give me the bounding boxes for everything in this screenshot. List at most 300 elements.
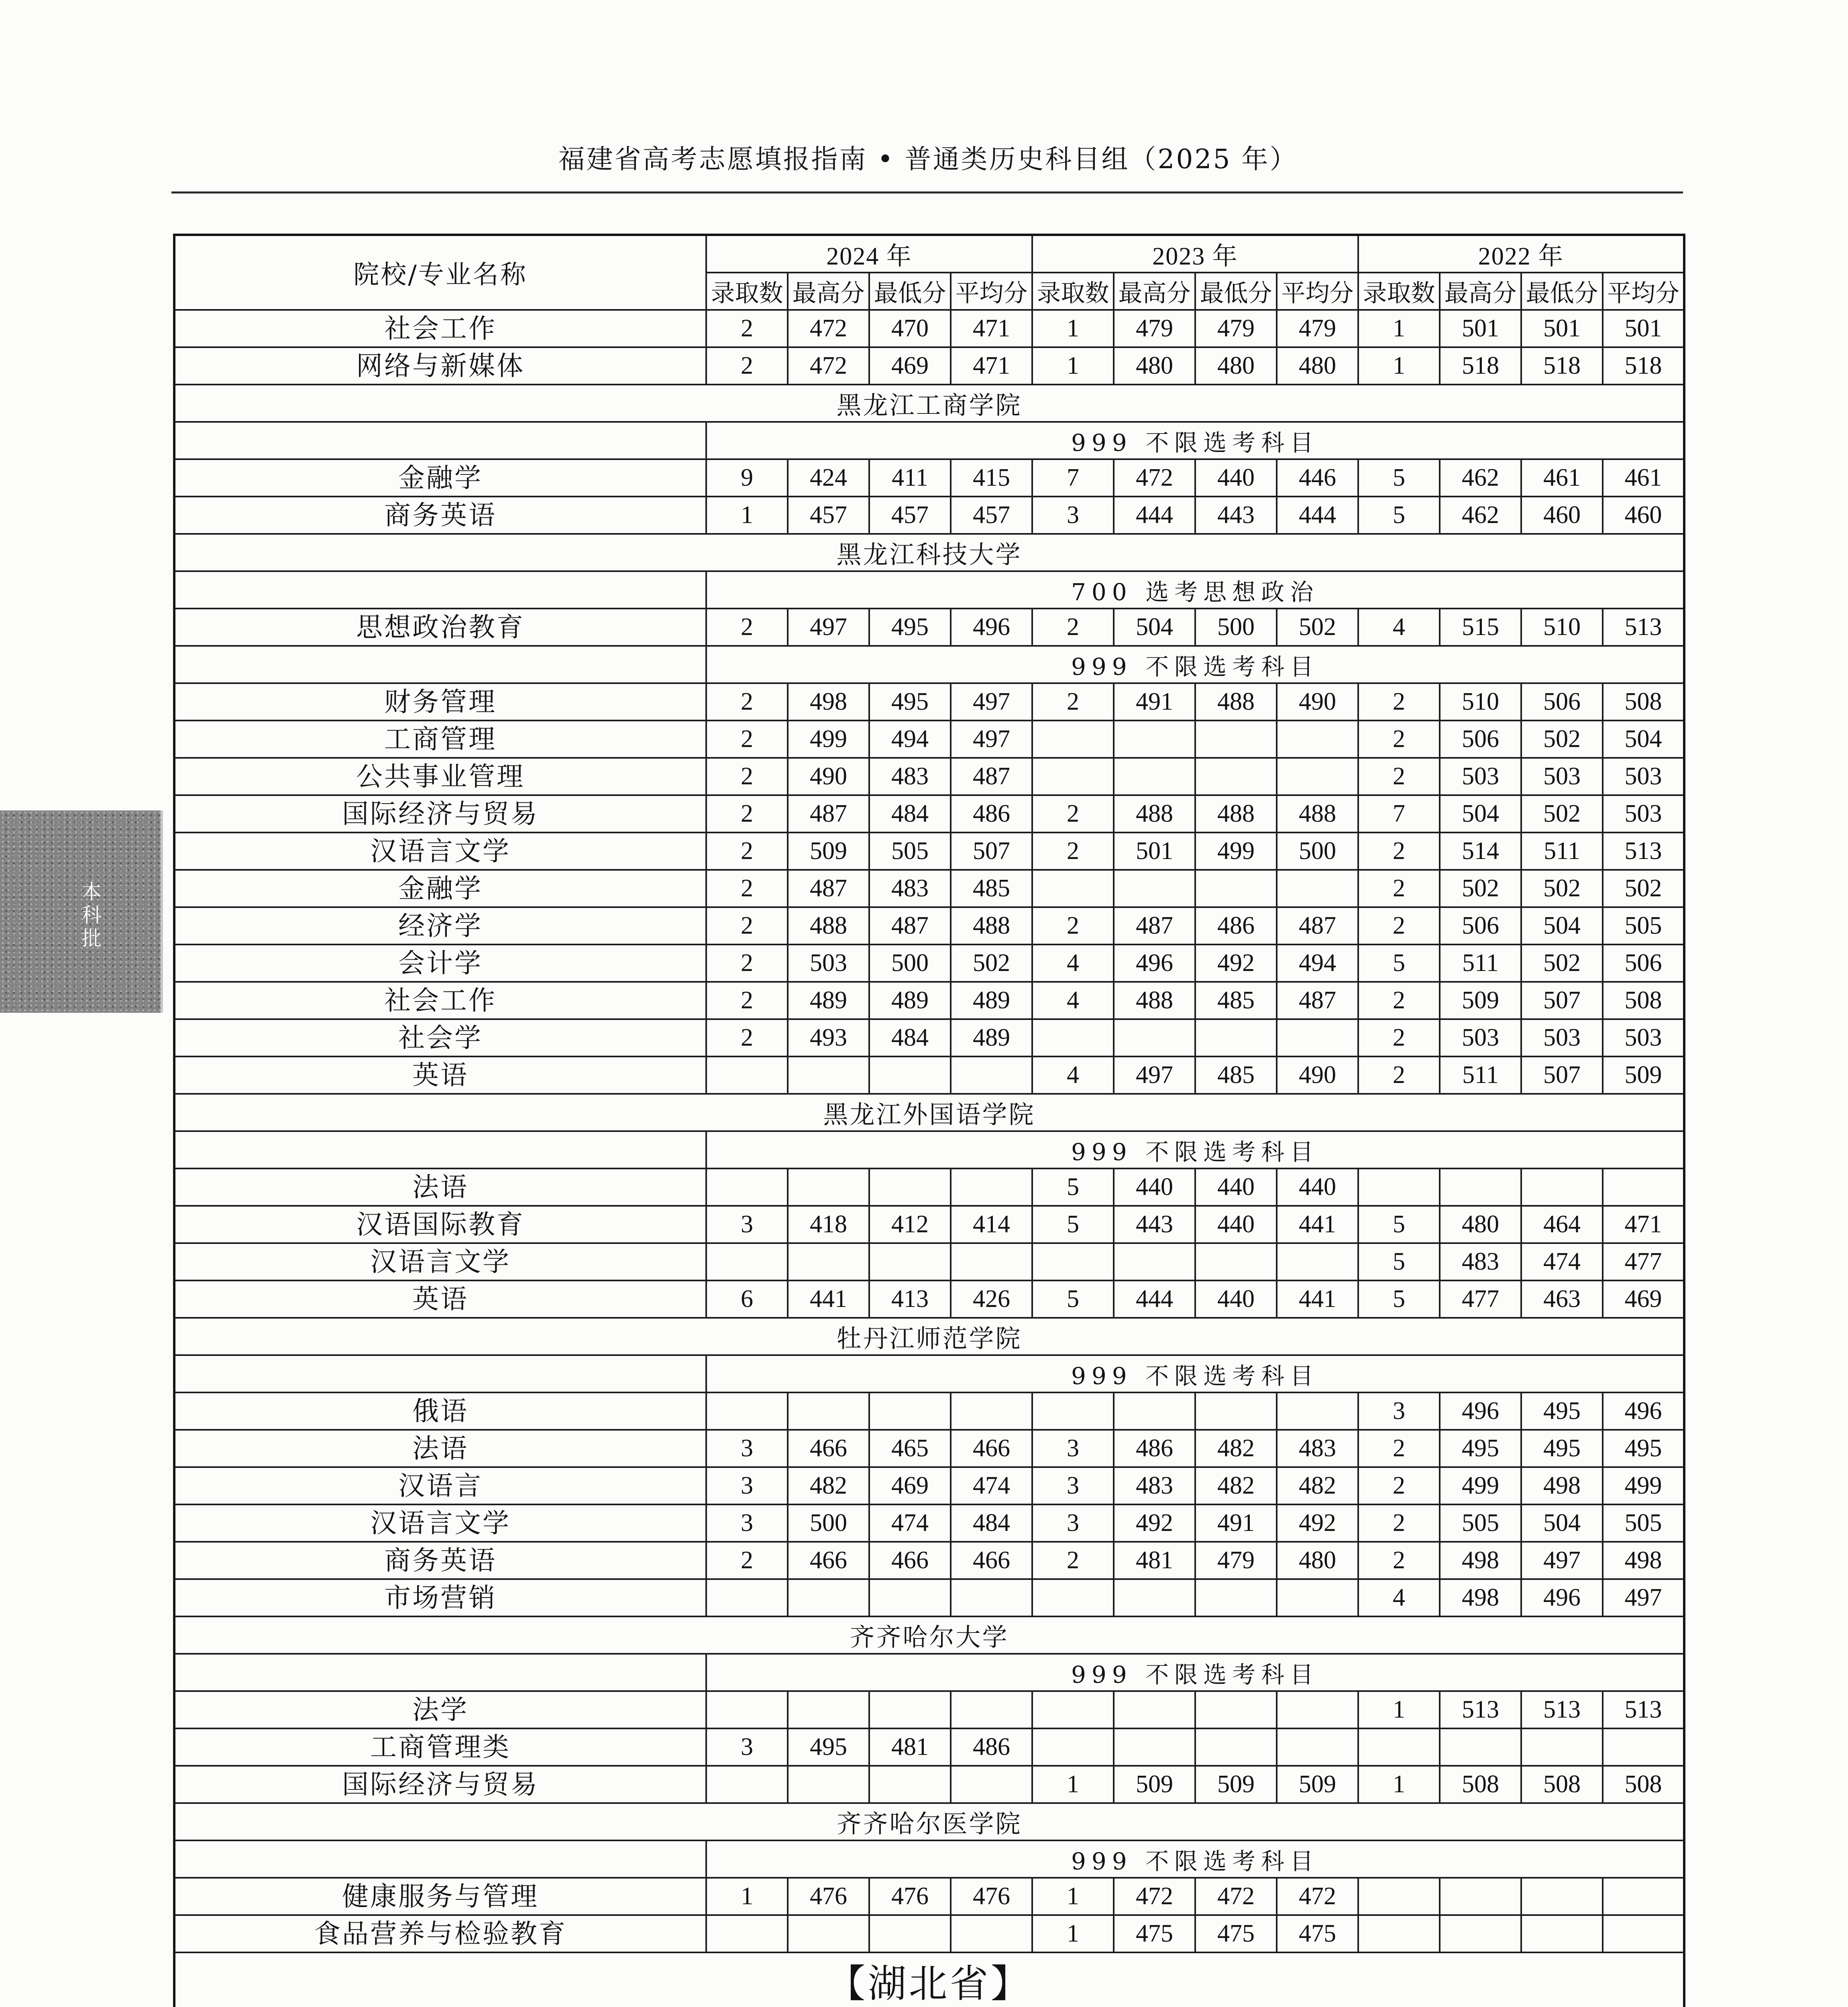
avg-score-cell [951, 1915, 1032, 1952]
min-score-cell: 507 [1521, 982, 1603, 1019]
min-score-cell: 486 [1195, 907, 1277, 944]
min-score-cell: 484 [869, 795, 951, 833]
min-score-cell: 502 [1521, 795, 1603, 833]
max-score-cell: 506 [1440, 907, 1521, 944]
min-score-cell [869, 1392, 951, 1430]
min-score-cell [1195, 758, 1277, 795]
min-score-cell [1521, 1728, 1603, 1766]
empty-name-cell [174, 571, 706, 609]
max-score-cell: 518 [1440, 347, 1521, 385]
min-score-cell: 480 [1195, 347, 1277, 385]
min-score-cell: 501 [1521, 310, 1603, 347]
min-score-cell: 502 [1521, 721, 1603, 758]
enroll-count-cell: 2 [1358, 982, 1440, 1019]
max-score-cell [788, 1056, 869, 1094]
table-row [174, 310, 1684, 347]
avg-score-cell [1277, 758, 1358, 795]
enroll-count-cell: 5 [1358, 1243, 1440, 1280]
enroll-count-cell [1032, 758, 1114, 795]
avg-score-cell: 494 [1277, 944, 1358, 982]
enroll-count-cell [1358, 1878, 1440, 1915]
avg-score-cell: 466 [951, 1542, 1032, 1579]
min-score-cell: 479 [1195, 1542, 1277, 1579]
max-score-cell: 444 [1114, 1280, 1195, 1318]
min-score-cell: 511 [1521, 833, 1603, 870]
side-tab-label: 本科批 [78, 881, 102, 951]
major-name: 金融学 [174, 459, 706, 497]
min-score-cell: 470 [869, 310, 951, 347]
enroll-count-cell: 2 [1358, 870, 1440, 907]
min-score-cell: 507 [1521, 1056, 1603, 1094]
table-row [174, 1280, 1684, 1318]
avg-score-cell [951, 1168, 1032, 1206]
school-name: 黑龙江外国语学院 [174, 1094, 1684, 1131]
avg-score-cell: 495 [1603, 1430, 1684, 1467]
major-name: 汉语言文学 [174, 1504, 706, 1542]
school-name: 齐齐哈尔医学院 [174, 1803, 1684, 1840]
school-major-name-header: 院校/专业名称 [174, 235, 706, 310]
enroll-count-cell: 3 [1032, 497, 1114, 534]
min-score-cell: 461 [1521, 459, 1603, 497]
major-name: 商务英语 [174, 497, 706, 534]
min-score-cell: 476 [869, 1878, 951, 1915]
school-row [174, 1094, 1684, 1131]
min-score-cell [1195, 721, 1277, 758]
major-name: 市场营销 [174, 1579, 706, 1616]
min-score-cell: 483 [869, 870, 951, 907]
subject-requirement: 999 不限选考科目 [706, 1840, 1684, 1878]
enroll-count-cell: 2 [1032, 1542, 1114, 1579]
min-score-cell: 495 [869, 609, 951, 646]
avg-score-cell [1277, 721, 1358, 758]
max-score-cell: 498 [1440, 1579, 1521, 1616]
enroll-count-cell: 2 [706, 907, 788, 944]
max-score-cell: 466 [788, 1542, 869, 1579]
min-score-cell [869, 1243, 951, 1280]
avg-score-cell: 466 [951, 1430, 1032, 1467]
enroll-count-cell: 2 [1032, 795, 1114, 833]
max-score-cell [1114, 1392, 1195, 1430]
max-score-cell: 514 [1440, 833, 1521, 870]
max-score-cell [1114, 721, 1195, 758]
avg-score-cell: 498 [1603, 1542, 1684, 1579]
min-score-cell: 491 [1195, 1504, 1277, 1542]
min-score-cell: 411 [869, 459, 951, 497]
enroll-count-cell: 2 [1032, 683, 1114, 721]
enroll-count-cell: 2 [706, 944, 788, 982]
min-score-cell: 503 [1521, 758, 1603, 795]
max-score-cell: 472 [1114, 459, 1195, 497]
min-score-cell [869, 1915, 951, 1952]
enroll-count-cell [1032, 1019, 1114, 1056]
max-score-cell: 509 [1114, 1766, 1195, 1803]
year-header-first: 2024 年 [706, 235, 1032, 273]
max-score-cell: 503 [1440, 758, 1521, 795]
avg-score-cell: 485 [951, 870, 1032, 907]
min-score-cell: 412 [869, 1206, 951, 1243]
major-name: 社会工作 [174, 310, 706, 347]
avg-score-cell: 490 [1277, 1056, 1358, 1094]
table-row [174, 721, 1684, 758]
province-row [174, 1952, 1684, 2007]
enroll-count-cell: 4 [1032, 1056, 1114, 1094]
avg-score-cell: 471 [951, 310, 1032, 347]
min-score-cell: 482 [1195, 1430, 1277, 1467]
enroll-count-cell: 2 [1032, 907, 1114, 944]
max-score-cell: 513 [1440, 1691, 1521, 1728]
table-header [174, 235, 1684, 310]
min-score-cell: 474 [1521, 1243, 1603, 1280]
avg-score-cell: 508 [1603, 1766, 1684, 1803]
max-score-cell [1440, 1168, 1521, 1206]
max-score-cell [788, 1168, 869, 1206]
max-score-cell [788, 1579, 869, 1616]
min-score-cell: 505 [869, 833, 951, 870]
major-name: 思想政治教育 [174, 609, 706, 646]
enroll-count-cell: 3 [1032, 1504, 1114, 1542]
max-score-cell: 510 [1440, 683, 1521, 721]
min-score-cell: 466 [869, 1542, 951, 1579]
avg-score-cell [1277, 1728, 1358, 1766]
subject-requirement-row [174, 646, 1684, 683]
avg-score-cell: 469 [1603, 1280, 1684, 1318]
min-score-cell [1195, 1691, 1277, 1728]
min-score-cell: 495 [869, 683, 951, 721]
avg-score-cell: 496 [1603, 1392, 1684, 1430]
enroll-count-cell: 1 [706, 497, 788, 534]
max-score-cell: 496 [1114, 944, 1195, 982]
max-score-cell: 440 [1114, 1168, 1195, 1206]
subject-requirement: 999 不限选考科目 [706, 1355, 1684, 1392]
enroll-count-cell: 1 [1032, 347, 1114, 385]
enroll-count-cell: 2 [706, 870, 788, 907]
max-score-cell: 466 [788, 1430, 869, 1467]
empty-name-cell [174, 1355, 706, 1392]
min-score-cell [1521, 1168, 1603, 1206]
max-score-cell: 508 [1440, 1766, 1521, 1803]
enroll-count-cell: 5 [1358, 1206, 1440, 1243]
min-score-cell: 494 [869, 721, 951, 758]
min-score-header: 最低分 [869, 273, 951, 310]
avg-score-cell [1277, 1243, 1358, 1280]
avg-score-cell: 479 [1277, 310, 1358, 347]
max-score-cell [1440, 1915, 1521, 1952]
max-score-cell [1114, 1019, 1195, 1056]
enroll-count-cell: 1 [1032, 1766, 1114, 1803]
enroll-count-cell: 3 [1032, 1430, 1114, 1467]
enroll-count-cell: 1 [1032, 1915, 1114, 1952]
max-score-cell: 497 [1114, 1056, 1195, 1094]
avg-score-cell [1277, 870, 1358, 907]
min-score-cell [1195, 1392, 1277, 1430]
min-score-cell: 518 [1521, 347, 1603, 385]
max-score-cell: 497 [788, 609, 869, 646]
avg-score-cell: 475 [1277, 1915, 1358, 1952]
avg-score-cell: 488 [951, 907, 1032, 944]
max-score-cell: 509 [1440, 982, 1521, 1019]
enroll-count-cell [1358, 1728, 1440, 1766]
enroll-count-cell: 3 [706, 1430, 788, 1467]
avg-score-cell: 508 [1603, 982, 1684, 1019]
min-score-cell: 469 [869, 1467, 951, 1504]
avg-score-cell: 484 [951, 1504, 1032, 1542]
enroll-count-cell: 1 [1358, 1691, 1440, 1728]
min-score-cell: 474 [869, 1504, 951, 1542]
min-score-cell: 479 [1195, 310, 1277, 347]
enroll-count-cell: 5 [1032, 1168, 1114, 1206]
max-score-cell [788, 1392, 869, 1430]
major-name: 工商管理类 [174, 1728, 706, 1766]
major-name: 财务管理 [174, 683, 706, 721]
enroll-count-cell: 2 [706, 347, 788, 385]
max-score-cell: 501 [1440, 310, 1521, 347]
avg-score-cell: 518 [1603, 347, 1684, 385]
max-score-cell: 515 [1440, 609, 1521, 646]
min-score-cell: 495 [1521, 1430, 1603, 1467]
table-row [174, 1691, 1684, 1728]
min-score-cell [1521, 1915, 1603, 1952]
min-score-cell: 499 [1195, 833, 1277, 870]
enroll-count-cell: 1 [1032, 310, 1114, 347]
avg-score-cell [1603, 1168, 1684, 1206]
min-score-cell: 443 [1195, 497, 1277, 534]
major-name: 汉语言文学 [174, 1243, 706, 1280]
min-score-header: 最低分 [1195, 273, 1277, 310]
admission-score-table [173, 234, 1685, 2007]
min-score-cell [869, 1766, 951, 1803]
province-name: 【湖北省】 [174, 1952, 1684, 2007]
major-name: 英语 [174, 1280, 706, 1318]
enroll-count-cell: 5 [1358, 497, 1440, 534]
min-score-cell: 463 [1521, 1280, 1603, 1318]
enroll-count-cell: 2 [1032, 833, 1114, 870]
avg-score-cell [1603, 1878, 1684, 1915]
enroll-count-cell: 2 [1358, 1467, 1440, 1504]
table-row [174, 459, 1684, 497]
min-score-cell: 492 [1195, 944, 1277, 982]
max-score-cell: 480 [1114, 347, 1195, 385]
max-score-cell: 491 [1114, 683, 1195, 721]
enroll-count-cell: 2 [1358, 1019, 1440, 1056]
enroll-count-cell: 5 [1032, 1280, 1114, 1318]
max-score-cell: 482 [788, 1467, 869, 1504]
max-score-cell: 511 [1440, 1056, 1521, 1094]
min-score-cell: 504 [1521, 1504, 1603, 1542]
enroll-count-cell [706, 1243, 788, 1280]
avg-score-cell: 444 [1277, 497, 1358, 534]
enroll-count-cell: 4 [1358, 1579, 1440, 1616]
max-score-cell: 504 [1440, 795, 1521, 833]
max-score-cell: 511 [1440, 944, 1521, 982]
min-score-cell: 460 [1521, 497, 1603, 534]
enroll-count-cell [706, 1691, 788, 1728]
enroll-count-cell: 2 [1358, 683, 1440, 721]
subject-requirement-row [174, 422, 1684, 459]
min-score-cell [1521, 1878, 1603, 1915]
enroll-count-cell: 1 [1032, 1878, 1114, 1915]
subject-requirement-row [174, 1654, 1684, 1691]
min-score-cell: 440 [1195, 1280, 1277, 1318]
max-score-cell: 486 [1114, 1430, 1195, 1467]
max-score-cell: 502 [1440, 870, 1521, 907]
major-name: 法语 [174, 1430, 706, 1467]
avg-score-cell: 506 [1603, 944, 1684, 982]
enroll-count-cell: 2 [1358, 721, 1440, 758]
avg-score-cell: 441 [1277, 1280, 1358, 1318]
table-row [174, 1579, 1684, 1616]
avg-score-cell: 489 [951, 1019, 1032, 1056]
min-score-cell: 510 [1521, 609, 1603, 646]
enroll-count-cell: 2 [706, 609, 788, 646]
min-score-cell: 504 [1521, 907, 1603, 944]
avg-score-cell [951, 1691, 1032, 1728]
enroll-count-cell: 2 [1358, 1056, 1440, 1094]
major-name: 国际经济与贸易 [174, 1766, 706, 1803]
avg-score-cell [951, 1243, 1032, 1280]
subject-requirement-row [174, 1355, 1684, 1392]
subject-requirement: 999 不限选考科目 [706, 646, 1684, 683]
avg-score-cell: 497 [951, 721, 1032, 758]
enroll-count-cell: 6 [706, 1280, 788, 1318]
avg-score-cell: 497 [951, 683, 1032, 721]
enroll-count-cell [706, 1766, 788, 1803]
max-score-cell: 503 [1440, 1019, 1521, 1056]
enroll-count-cell: 2 [706, 721, 788, 758]
enroll-count-cell: 2 [1358, 1430, 1440, 1467]
table-row [174, 870, 1684, 907]
table-row [174, 982, 1684, 1019]
max-score-cell: 441 [788, 1280, 869, 1318]
school-row [174, 1318, 1684, 1355]
max-score-cell: 481 [1114, 1542, 1195, 1579]
table-row [174, 1915, 1684, 1952]
major-name: 健康服务与管理 [174, 1878, 706, 1915]
max-score-cell [1440, 1878, 1521, 1915]
enroll-count-cell: 2 [1358, 1542, 1440, 1579]
avg-score-cell [951, 1766, 1032, 1803]
max-score-cell: 487 [788, 870, 869, 907]
table-body [174, 310, 1684, 2007]
enroll-count-cell: 4 [1358, 609, 1440, 646]
min-score-cell [869, 1056, 951, 1094]
enroll-count-cell: 1 [1358, 347, 1440, 385]
min-score-cell: 496 [1521, 1579, 1603, 1616]
avg-score-cell: 502 [1603, 870, 1684, 907]
avg-score-cell: 483 [1277, 1430, 1358, 1467]
enroll-count-cell [1358, 1168, 1440, 1206]
avg-score-cell: 497 [1603, 1579, 1684, 1616]
table-row [174, 795, 1684, 833]
subject-requirement: 999 不限选考科目 [706, 422, 1684, 459]
max-score-cell [1114, 870, 1195, 907]
avg-score-cell: 503 [1603, 795, 1684, 833]
avg-score-cell: 471 [1603, 1206, 1684, 1243]
enroll-count-cell: 2 [1358, 833, 1440, 870]
running-header-title: 福建省高考志愿填报指南 • 普通类历史科目组（2025 年） [558, 144, 1298, 175]
max-score-cell [1114, 1579, 1195, 1616]
max-score-cell: 488 [1114, 982, 1195, 1019]
avg-score-cell: 490 [1277, 683, 1358, 721]
avg-score-cell: 460 [1603, 497, 1684, 534]
enroll-count-cell: 2 [706, 982, 788, 1019]
max-score-header: 最高分 [788, 273, 869, 310]
enroll-count-cell [1032, 1579, 1114, 1616]
avg-score-cell: 499 [1603, 1467, 1684, 1504]
major-name: 会计学 [174, 944, 706, 982]
avg-score-cell: 508 [1603, 683, 1684, 721]
avg-score-cell: 513 [1603, 833, 1684, 870]
empty-name-cell [174, 646, 706, 683]
max-score-cell: 443 [1114, 1206, 1195, 1243]
table-row [174, 1728, 1684, 1766]
avg-score-cell: 507 [951, 833, 1032, 870]
max-score-cell: 506 [1440, 721, 1521, 758]
enroll-count-cell: 1 [1358, 310, 1440, 347]
enroll-count-header: 录取数 [706, 273, 788, 310]
avg-score-cell [1277, 1392, 1358, 1430]
avg-score-cell: 486 [951, 1728, 1032, 1766]
max-score-cell: 496 [1440, 1392, 1521, 1430]
max-score-cell: 503 [788, 944, 869, 982]
max-score-cell: 509 [788, 833, 869, 870]
avg-score-cell: 446 [1277, 459, 1358, 497]
major-name: 汉语言 [174, 1467, 706, 1504]
empty-name-cell [174, 1840, 706, 1878]
max-score-cell: 457 [788, 497, 869, 534]
min-score-cell: 440 [1195, 459, 1277, 497]
min-score-cell [1195, 1243, 1277, 1280]
enroll-count-cell: 9 [706, 459, 788, 497]
empty-name-cell [174, 1131, 706, 1168]
major-name: 网络与新媒体 [174, 347, 706, 385]
major-name: 英语 [174, 1056, 706, 1094]
table-row [174, 1206, 1684, 1243]
min-score-cell: 488 [1195, 795, 1277, 833]
table-row [174, 1392, 1684, 1430]
avg-score-cell: 482 [1277, 1467, 1358, 1504]
max-score-cell: 488 [788, 907, 869, 944]
max-score-cell: 472 [788, 310, 869, 347]
avg-score-cell: 476 [951, 1878, 1032, 1915]
max-score-cell: 495 [1440, 1430, 1521, 1467]
min-score-cell: 503 [1521, 1019, 1603, 1056]
min-score-cell: 488 [1195, 683, 1277, 721]
avg-score-cell: 472 [1277, 1878, 1358, 1915]
major-name: 俄语 [174, 1392, 706, 1430]
major-name: 社会工作 [174, 982, 706, 1019]
min-score-cell: 502 [1521, 870, 1603, 907]
subject-requirement-row [174, 1840, 1684, 1878]
avg-score-cell: 474 [951, 1467, 1032, 1504]
enroll-count-cell: 7 [1032, 459, 1114, 497]
enroll-count-cell: 2 [706, 833, 788, 870]
enroll-count-cell [1032, 1691, 1114, 1728]
table-row [174, 347, 1684, 385]
max-score-cell: 424 [788, 459, 869, 497]
subject-requirement: 700 选考思想政治 [706, 571, 1684, 609]
avg-score-cell: 496 [951, 609, 1032, 646]
major-name: 国际经济与贸易 [174, 795, 706, 833]
min-score-cell: 485 [1195, 1056, 1277, 1094]
avg-score-cell: 415 [951, 459, 1032, 497]
table-row [174, 1243, 1684, 1280]
avg-score-cell: 501 [1603, 310, 1684, 347]
enroll-count-cell [1032, 721, 1114, 758]
min-score-cell [1195, 1019, 1277, 1056]
table-row [174, 1019, 1684, 1056]
table-row [174, 609, 1684, 646]
enroll-count-cell [706, 1056, 788, 1094]
